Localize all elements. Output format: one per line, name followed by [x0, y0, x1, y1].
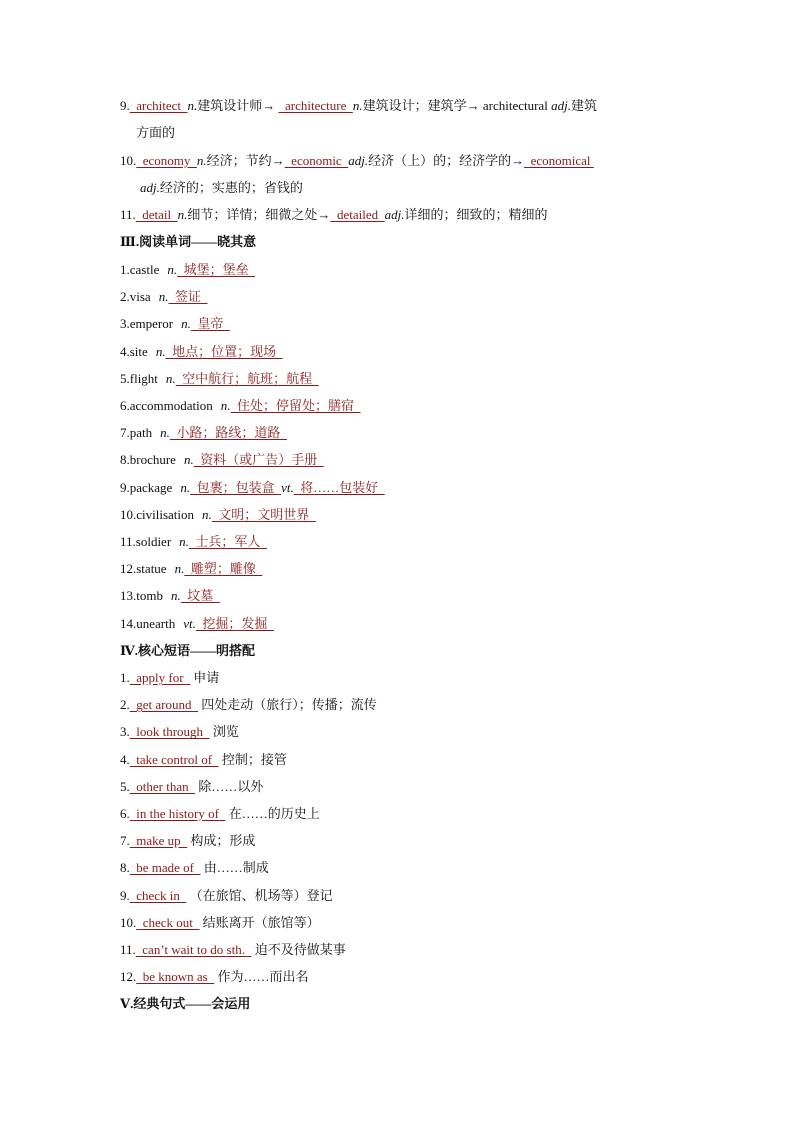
- answer-blank: 士兵；军人: [188, 534, 267, 549]
- phrase-meaning: 申请: [193, 670, 220, 685]
- item-number: 10.: [120, 153, 137, 168]
- item-number: 10.: [120, 914, 137, 930]
- definition-text: 经济的；实惠的；省钱的: [159, 180, 303, 195]
- vocab-word: 5.flight: [120, 370, 158, 386]
- phrase-meaning: 除……以外: [198, 778, 264, 794]
- reading-word-item: [120, 315, 684, 333]
- reading-word-item: [120, 479, 684, 497]
- derivation-continuation: [136, 124, 684, 142]
- answer-blank: economy: [136, 153, 197, 168]
- reading-word-item: [120, 397, 684, 415]
- answer-blank: 住处；停留处；膳宿: [230, 398, 361, 413]
- answer-blank: be made of: [129, 860, 201, 876]
- definition-text: 方面的: [136, 125, 176, 140]
- answer-blank: 城堡；堡垒: [177, 262, 256, 277]
- answer-blank: make up: [129, 833, 188, 849]
- answer-blank: 皇帝: [190, 316, 230, 332]
- section-title: Ⅴ.经典句式——会运用: [120, 996, 251, 1011]
- section-heading-classic-sentences: [120, 995, 684, 1013]
- item-number: 9.: [120, 887, 130, 903]
- part-of-speech: n.: [177, 207, 188, 222]
- section-heading-core-phrases: [120, 642, 684, 660]
- item-number: 7.: [120, 833, 130, 849]
- answer-blank: 挖掘；发掘: [195, 615, 274, 631]
- phrase-meaning: 构成；形成: [190, 833, 256, 849]
- item-number: 1.: [120, 670, 130, 685]
- answer-blank: 将……包装好: [293, 479, 385, 495]
- answer-blank: 签证: [168, 289, 208, 305]
- vocab-word: 12.statue: [120, 561, 167, 577]
- reading-word-item: [120, 370, 684, 388]
- answer-blank: 地点；位置；现场: [165, 343, 283, 359]
- part-of-speech: n.: [174, 561, 185, 577]
- part-of-speech: n.: [158, 289, 169, 305]
- answer-blank: apply for: [129, 670, 191, 685]
- phrase-item: [120, 723, 684, 741]
- vocab-word: 13.tomb: [120, 588, 163, 604]
- part-of-speech: n.: [183, 452, 194, 468]
- phrase-meaning: 迫不及待做某事: [254, 942, 346, 957]
- derivation-line: [120, 152, 684, 170]
- answer-blank: 包裹；包装盒: [190, 479, 282, 495]
- item-number: 11.: [120, 207, 136, 222]
- answer-blank: 雕塑；雕像: [184, 561, 263, 577]
- part-of-speech: vt.: [183, 615, 196, 631]
- definition-text: 经济（上）的；经济学的→: [368, 153, 525, 168]
- reading-word-item: [120, 615, 684, 633]
- phrase-meaning: 在……的历史上: [228, 806, 320, 821]
- part-of-speech: n.: [165, 370, 176, 386]
- item-number: 3.: [120, 724, 130, 740]
- part-of-speech: n.: [167, 262, 178, 277]
- phrase-item: [120, 696, 684, 714]
- phrase-meaning: （在旅馆、机场等）登记: [189, 887, 333, 903]
- vocab-word: 6.accommodation: [120, 398, 213, 413]
- part-of-speech: n.: [352, 98, 363, 113]
- answer-blank: architecture: [278, 98, 353, 113]
- part-of-speech: n.: [179, 534, 189, 549]
- definition-text: 建筑设计师→: [197, 98, 279, 113]
- item-number: 11.: [120, 942, 136, 957]
- part-of-speech: vt.: [281, 479, 294, 495]
- phrase-meaning: 控制；接管: [221, 751, 287, 767]
- vocab-word: 3.emperor: [120, 316, 174, 332]
- answer-blank: 文明；文明世界: [211, 506, 316, 522]
- vocab-word: 9.package: [120, 479, 173, 495]
- item-number: 6.: [120, 806, 130, 821]
- reading-word-item: [120, 587, 684, 605]
- part-of-speech: n.: [196, 153, 207, 168]
- answer-blank: detail: [135, 207, 178, 222]
- part-of-speech: adj.: [551, 98, 571, 113]
- phrase-item: [120, 941, 684, 959]
- part-of-speech: adj.: [140, 180, 160, 195]
- answer-blank: look through: [129, 724, 210, 740]
- phrase-item: [120, 914, 684, 932]
- answer-blank: architect: [129, 98, 188, 113]
- phrase-item: [120, 968, 684, 986]
- definition-text: 详细的；细致的；精细的: [404, 207, 548, 222]
- reading-word-item: [120, 560, 684, 578]
- part-of-speech: adj.: [348, 153, 369, 168]
- phrase-meaning: 浏览: [212, 724, 239, 740]
- answer-blank: check in: [129, 887, 187, 903]
- phrase-item: [120, 859, 684, 877]
- vocab-word: 8.brochure: [120, 452, 176, 468]
- reading-word-item: [120, 451, 684, 469]
- section-title: Ⅳ.核心短语——明搭配: [120, 643, 256, 658]
- vocab-word: 10.civilisation: [120, 506, 195, 522]
- reading-word-item: [120, 424, 684, 442]
- phrase-item: [120, 832, 684, 850]
- derivation-line: [120, 97, 684, 115]
- answer-blank: can’t wait to do sth.: [135, 942, 252, 957]
- phrase-item: [120, 887, 684, 905]
- item-number: 9.: [120, 98, 130, 113]
- reading-word-item: [120, 506, 684, 524]
- part-of-speech: n.: [220, 398, 231, 413]
- definition-text: 建筑: [570, 98, 597, 113]
- answer-blank: be known as: [136, 969, 215, 985]
- part-of-speech: n.: [187, 98, 198, 113]
- vocab-word: 7.path: [120, 425, 153, 441]
- section-title: Ⅲ.阅读单词——晓其意: [120, 234, 257, 249]
- part-of-speech: adj.: [384, 207, 405, 222]
- part-of-speech: n.: [181, 316, 191, 332]
- phrase-item: [120, 669, 684, 687]
- phrase-meaning: 四处走动（旅行）；传播；流传: [201, 697, 377, 713]
- answer-blank: in the history of: [129, 806, 226, 821]
- phrase-item: [120, 751, 684, 769]
- item-number: 12.: [120, 969, 137, 985]
- answer-blank: take control of: [129, 751, 219, 767]
- vocab-word: 11.soldier: [120, 534, 172, 549]
- phrase-meaning: 作为……而出名: [217, 969, 309, 985]
- definition-text: 经济；节约→: [206, 153, 285, 168]
- answer-blank: 坟墓: [180, 588, 220, 604]
- reading-word-item: [120, 343, 684, 361]
- answer-blank: get around: [129, 697, 198, 713]
- part-of-speech: n.: [170, 588, 181, 604]
- phrase-item: [120, 778, 684, 796]
- vocab-word: 1.castle: [120, 262, 160, 277]
- part-of-speech: n.: [155, 343, 166, 359]
- answer-blank: detailed: [330, 207, 385, 222]
- reading-word-item: [120, 533, 684, 551]
- reading-word-item: [120, 288, 684, 306]
- item-number: 2.: [120, 697, 130, 713]
- answer-blank: 资料（或广告）手册: [193, 452, 324, 468]
- definition-text: 建筑设计；建筑学→ architectural: [362, 98, 552, 113]
- phrase-item: [120, 805, 684, 823]
- answer-blank: economic: [284, 153, 349, 168]
- item-number: 8.: [120, 860, 130, 876]
- derivation-line: [120, 206, 684, 224]
- answer-blank: 小路；路线；道路: [169, 425, 287, 441]
- item-number: 5.: [120, 778, 130, 794]
- part-of-speech: n.: [160, 425, 170, 441]
- definition-text: 细节；详情；细微之处→: [187, 207, 331, 222]
- vocab-word: 2.visa: [120, 289, 151, 305]
- part-of-speech: n.: [180, 479, 191, 495]
- answer-blank: check out: [136, 914, 200, 930]
- answer-blank: economical: [524, 153, 594, 168]
- section-heading-reading-words: [120, 233, 684, 251]
- derivation-continuation: [140, 179, 684, 197]
- answer-blank: other than: [129, 778, 196, 794]
- item-number: 4.: [120, 751, 130, 767]
- part-of-speech: n.: [202, 506, 212, 522]
- vocab-word: 14.unearth: [120, 615, 176, 631]
- phrase-meaning: 由……制成: [203, 860, 269, 876]
- phrase-meaning: 结账离开（旅馆等）: [202, 914, 320, 930]
- answer-blank: 空中航行；航班；航程: [175, 370, 319, 386]
- vocab-word: 4.site: [120, 343, 148, 359]
- reading-word-item: [120, 261, 684, 279]
